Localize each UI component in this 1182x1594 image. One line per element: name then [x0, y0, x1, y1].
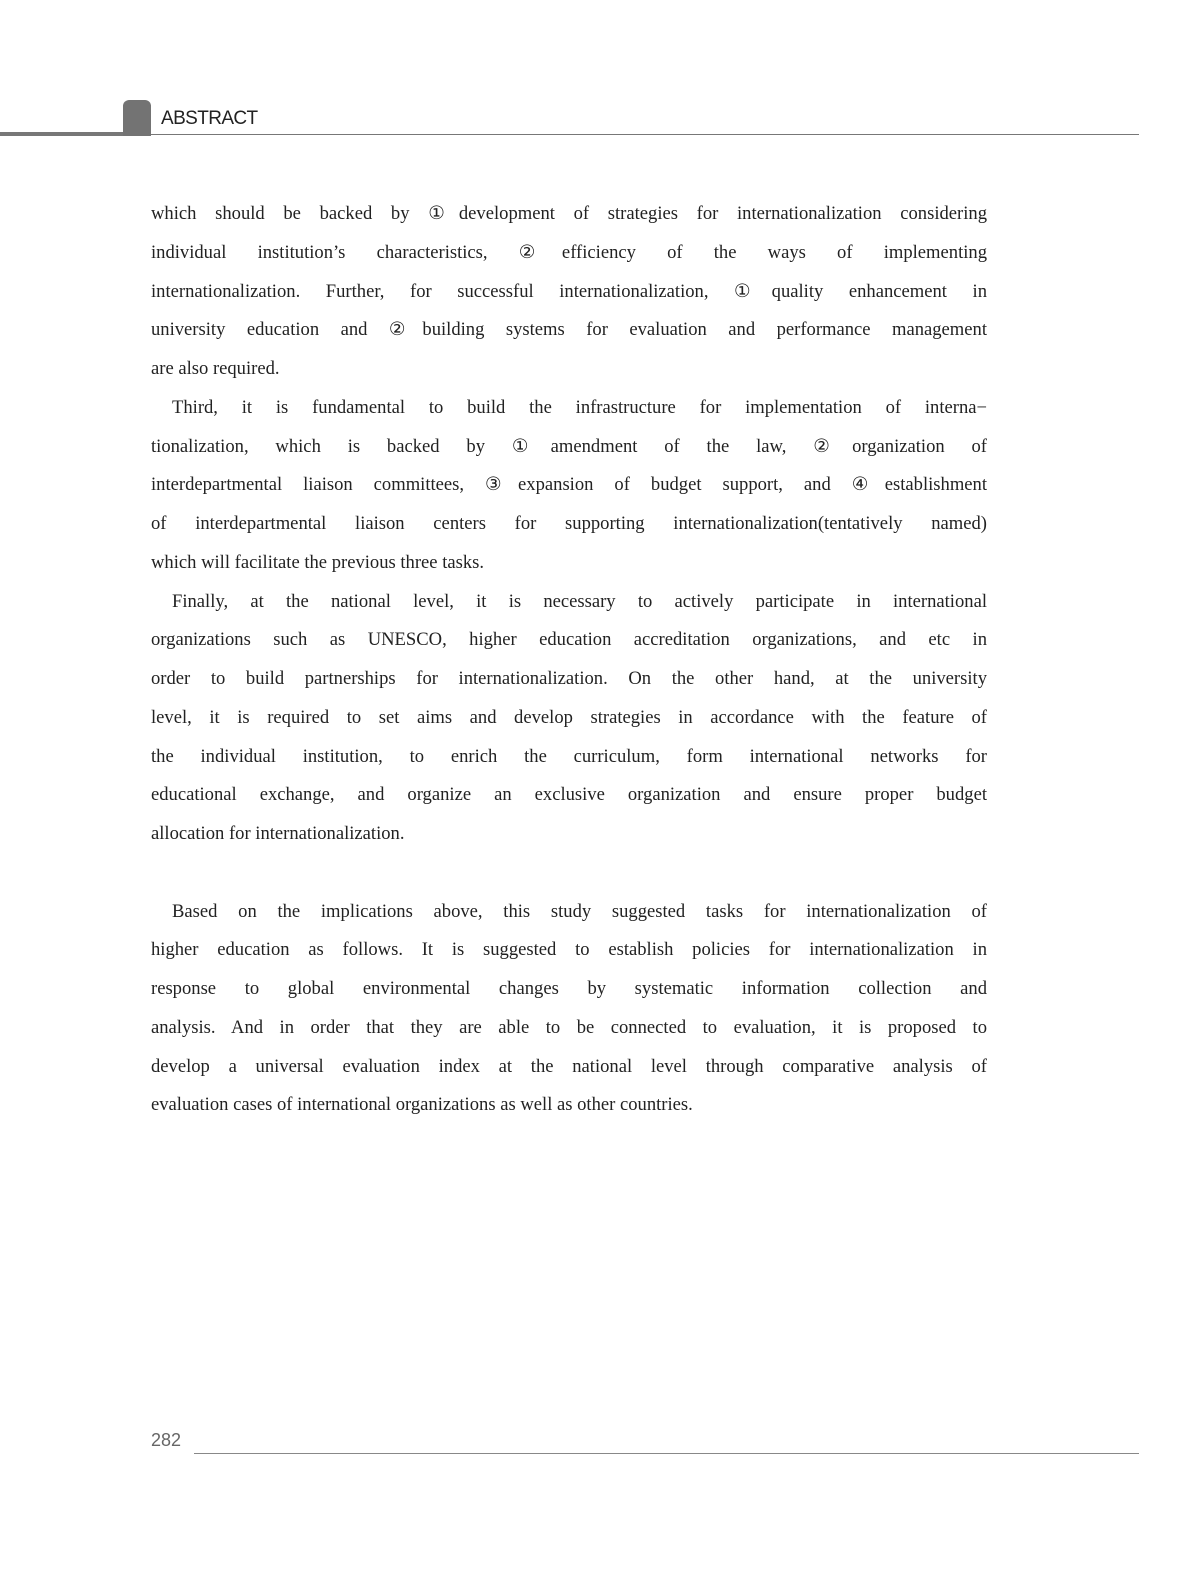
- text-line: university education and ②building systems for evaluation and performance management: [151, 319, 987, 341]
- text-line: tionalization, which is backed by ①amendment of the law, ②organization of: [151, 435, 987, 457]
- text-line: develop a universal evaluation index at the national level through comparative analysis of: [151, 1055, 987, 1077]
- text-line: evaluation cases of international organizations as well as other countries.: [151, 1094, 693, 1116]
- text-line: are also required.: [151, 358, 280, 379]
- text-line: Based on the implications above, this study suggested tasks for internationalization of: [172, 900, 987, 922]
- text-line: Third, it is fundamental to build the infrastructure for implementation of interna−: [172, 396, 987, 418]
- text-line: individual institution’s characteristics, ②efficiency of the ways of implementing: [151, 241, 987, 263]
- text-line: the individual institution, to enrich the curriculum, form international networks for: [151, 745, 987, 767]
- header-rule-left: [0, 132, 124, 136]
- paragraph-gap: [151, 854, 987, 893]
- text-line: response to global environmental changes by systematic information collection and: [151, 978, 987, 999]
- text-line: analysis. And in order that they are able to be connected to evaluation, it is proposed to: [151, 1016, 987, 1038]
- footer-rule: [194, 1453, 1139, 1454]
- text-line: which should be backed by ①development of strategies for internationalization considering: [151, 203, 987, 224]
- paragraph: [151, 893, 987, 1126]
- text-line: level, it is required to set aims and develop strategies in accordance with the feature of: [151, 706, 987, 728]
- text-line: higher education as follows. It is suggested to establish policies for internationalization in: [151, 939, 987, 961]
- text-line: Finally, at the national level, it is necessary to actively participate in international: [172, 590, 987, 612]
- text-line: of interdepartmental liaison centers for supporting internationalization(tentatively named): [151, 513, 987, 534]
- text-line: educational exchange, and organize an exclusive organization and ensure proper budget: [151, 784, 987, 806]
- section-title: ABSTRACT: [161, 108, 258, 129]
- text-line: internationalization. Further, for successful internationalization, ①quality enhancement in: [151, 280, 987, 302]
- paragraph: [151, 583, 987, 854]
- abstract-body: [151, 195, 987, 1125]
- text-line: organizations such as UNESCO, higher education accreditation organizations, and etc in: [151, 629, 987, 651]
- header-rule: [151, 134, 1139, 135]
- text-line: allocation for internationalization.: [151, 823, 405, 844]
- paragraph: [151, 195, 987, 389]
- text-line: order to build partnerships for internationalization. On the other hand, at the university: [151, 668, 987, 689]
- page-number: 282: [151, 1430, 182, 1450]
- header-tab-marker: [123, 100, 151, 136]
- paragraph: [151, 389, 987, 583]
- text-line: which will facilitate the previous three tasks.: [151, 551, 485, 573]
- text-line: interdepartmental liaison committees, ③expansion of budget support, and ④establishment: [151, 474, 987, 496]
